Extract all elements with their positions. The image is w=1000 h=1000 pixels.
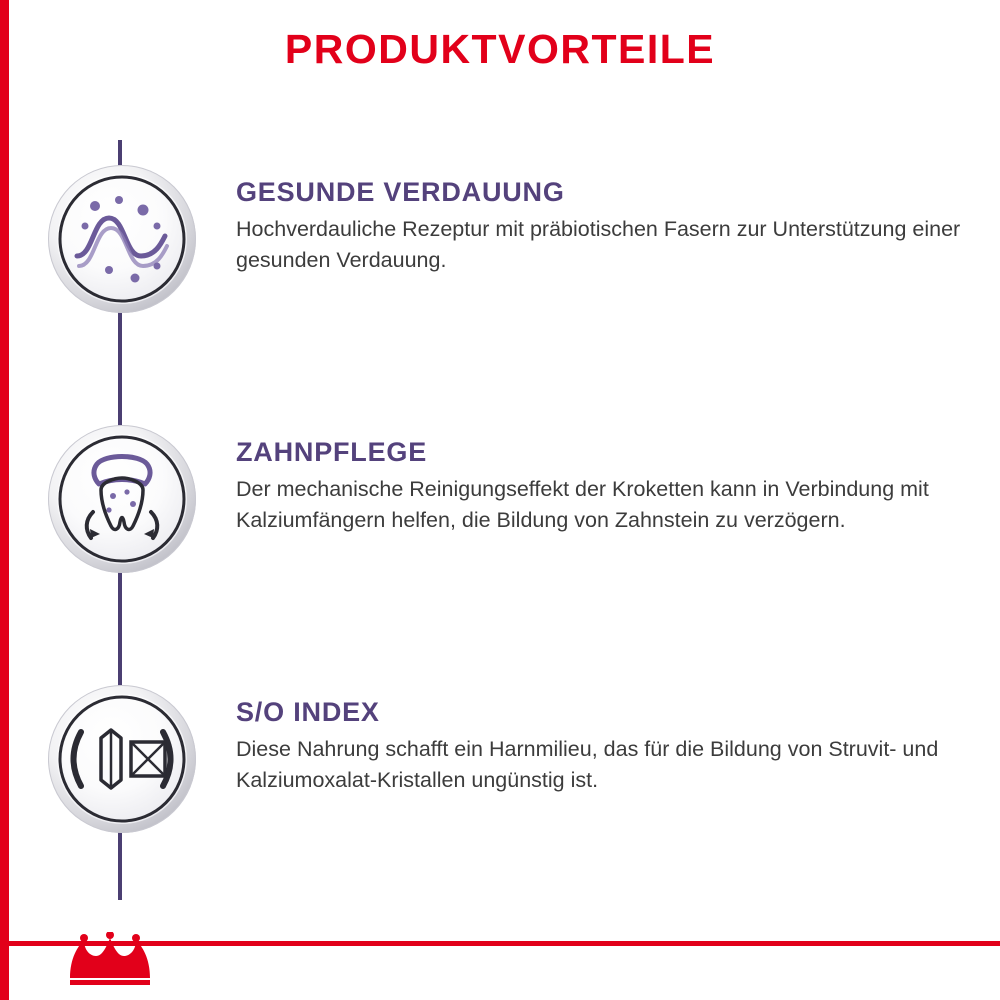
- benefit-body: Hochverdauliche Rezeptur mit präbiotischen Fasern zur Unterstützung einer gesunden Verdauung.: [236, 217, 961, 272]
- benefit-text-block: [236, 177, 961, 276]
- benefit-text-block: [236, 697, 961, 796]
- digestion-icon-badge: [48, 165, 196, 313]
- digestion-icon: [57, 174, 187, 304]
- dental-care-tooth-icon: [57, 434, 187, 564]
- left-red-rail: [0, 0, 9, 1000]
- benefit-text-block: [236, 437, 961, 536]
- benefit-title: ZAHNPFLEGE: [236, 437, 428, 467]
- benefit-title: GESUNDE VERDAUUNG: [236, 177, 565, 207]
- benefit-body: Der mechanische Reinigungseffekt der Kroketten kann in Verbindung mit Kalziumfängern helfen, die Bildung von Zahnstein zu verzögern.: [236, 477, 929, 532]
- page-title: PRODUKTVORTEILE: [284, 26, 716, 72]
- benefit-title: S/O INDEX: [236, 697, 380, 727]
- urinary-so-index-crystals-icon: [57, 694, 187, 824]
- dental-care-icon-badge: [48, 425, 196, 573]
- so-index-icon-badge: [48, 685, 196, 833]
- benefit-body: Diese Nahrung schafft ein Harnmilieu, das für die Bildung von Struvit- und Kalziumoxalat-Kristallen ungünstig ist.: [236, 737, 939, 792]
- royal-canin-crown-logo: [62, 932, 158, 988]
